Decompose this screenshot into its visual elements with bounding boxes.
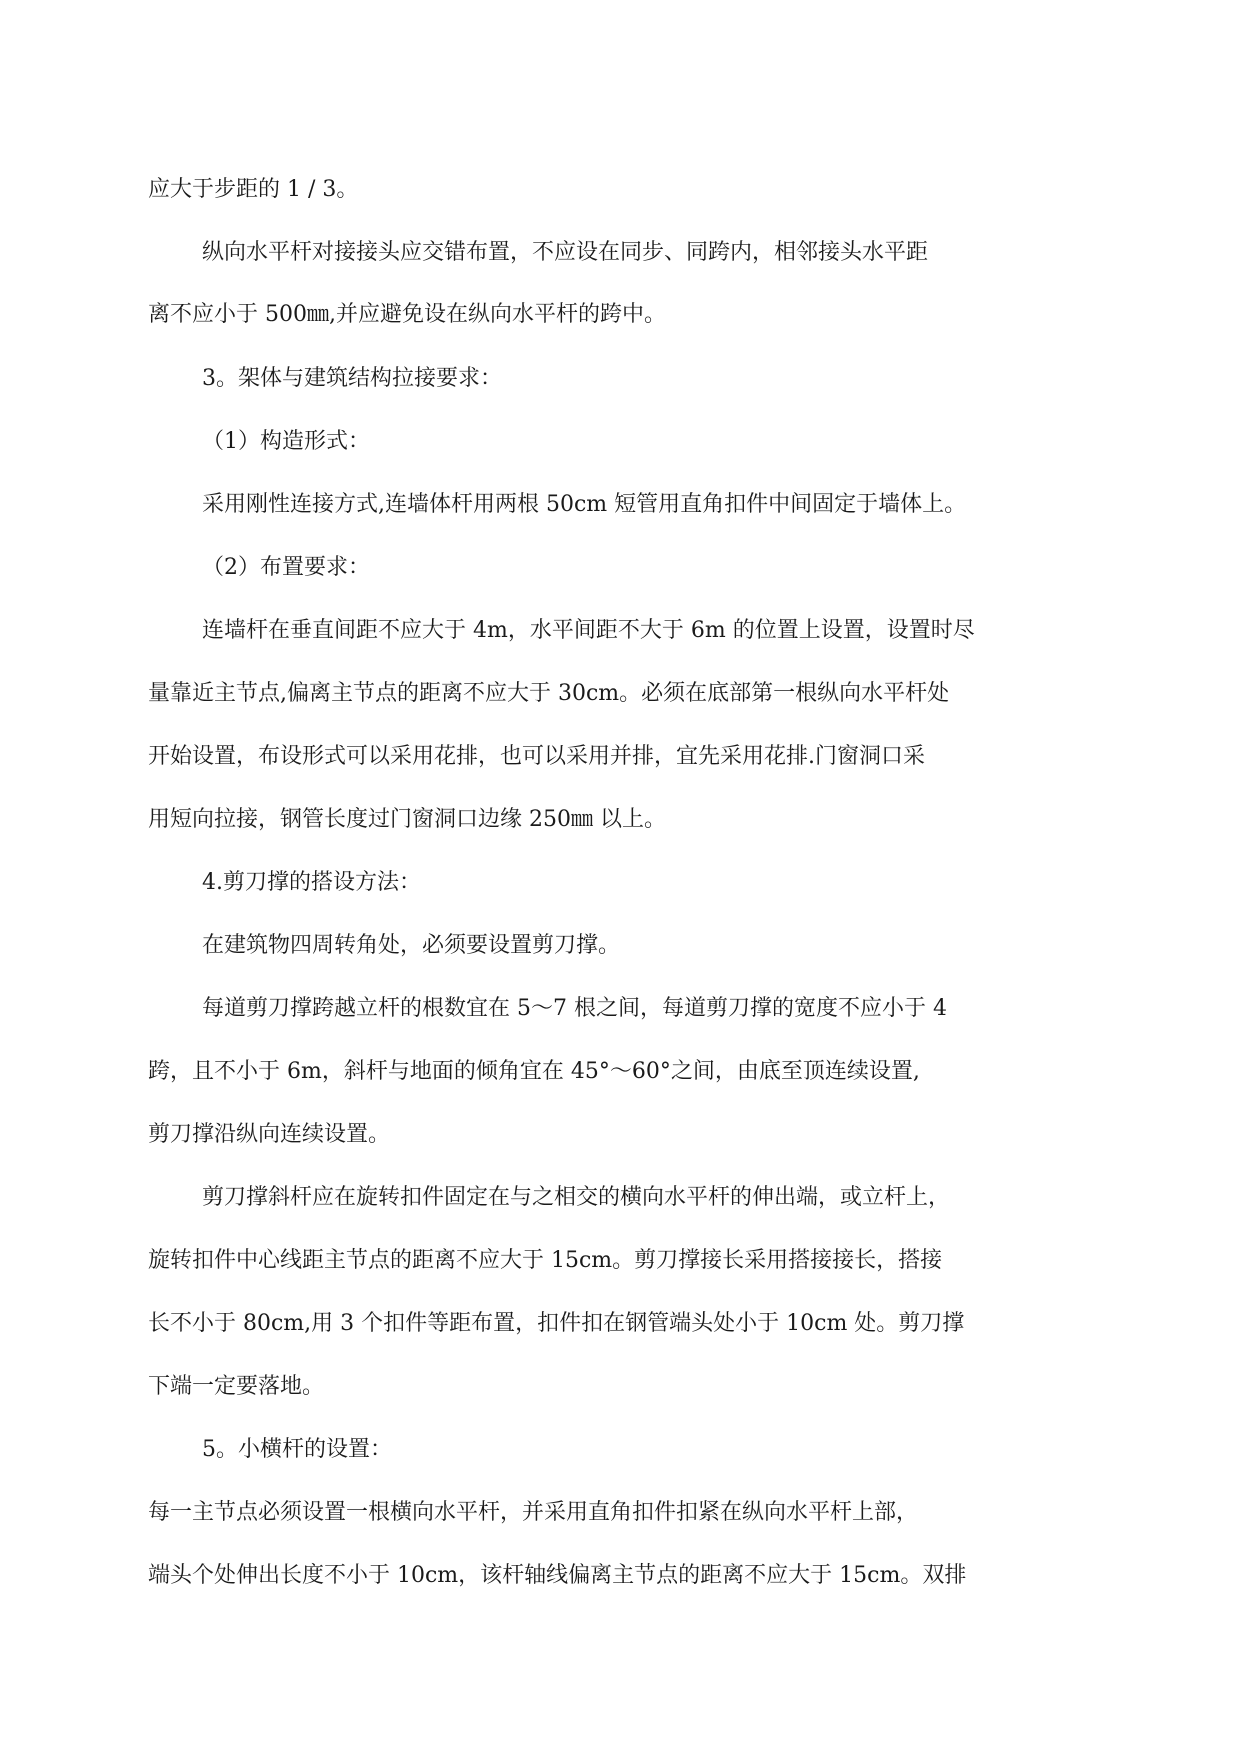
text-line: 每道剪刀撑跨越立杆的根数宜在 5～7 根之间，每道剪刀撑的宽度不应小于 4 — [202, 996, 947, 1021]
text-line: 用短向拉接，钢管长度过门窗洞口边缘 250㎜ 以上。 — [148, 807, 666, 832]
text-line: 量靠近主节点,偏离主节点的距离不应大于 30cm。必须在底部第一根纵向水平杆处 — [148, 681, 950, 706]
text-line: 跨，且不小于 6m，斜杆与地面的倾角宜在 45°～60°之间，由底至顶连续设置, — [148, 1059, 920, 1084]
text-line: 长不小于 80cm,用 3 个扣件等距布置，扣件扣在钢管端头处小于 10cm 处。剪刀撑 — [148, 1311, 965, 1336]
text-line: 采用刚性连接方式,连墙体杆用两根 50cm 短管用直角扣件中间固定于墙体上。 — [202, 492, 967, 517]
text-line: 剪刀撑沿纵向连续设置。 — [148, 1122, 391, 1147]
text-line: 开始设置，布设形式可以采用花排，也可以采用并排，宜先采用花排.门窗洞口采 — [148, 744, 925, 769]
text-line: 每一主节点必须设置一根横向水平杆，并采用直角扣件扣紧在纵向水平杆上部， — [148, 1500, 919, 1525]
text-line: 端头个处伸出长度不小于 10cm，该杆轴线偏离主节点的距离不应大于 15cm。双排 — [148, 1563, 967, 1588]
text-line: 纵向水平杆对接接头应交错布置，不应设在同步、同跨内，相邻接头水平距 — [202, 240, 929, 265]
text-line: 下端一定要落地。 — [148, 1374, 325, 1399]
section-heading: 3。架体与建筑结构拉接要求： — [202, 366, 502, 391]
text-line: 应大于步距的 1 / 3。 — [148, 177, 359, 202]
subsection-heading: （1）构造形式： — [202, 429, 370, 454]
text-line: 旋转扣件中心线距主节点的距离不应大于 15cm。剪刀撑接长采用搭接接长，搭接 — [148, 1248, 943, 1273]
text-line: 连墙杆在垂直间距不应大于 4m，水平间距不大于 6m 的位置上设置，设置时尽 — [202, 618, 975, 643]
subsection-heading: （2）布置要求： — [202, 555, 370, 580]
text-line: 在建筑物四周转角处，必须要设置剪刀撑。 — [202, 933, 621, 958]
text-line: 离不应小于 500㎜,并应避免设在纵向水平杆的跨中。 — [148, 302, 666, 327]
text-line: 剪刀撑斜杆应在旋转扣件固定在与之相交的横向水平杆的伸出端，或立杆上， — [202, 1185, 951, 1210]
section-heading: 5。小横杆的设置： — [202, 1437, 392, 1462]
section-heading: 4.剪刀撑的搭设方法： — [202, 870, 421, 895]
